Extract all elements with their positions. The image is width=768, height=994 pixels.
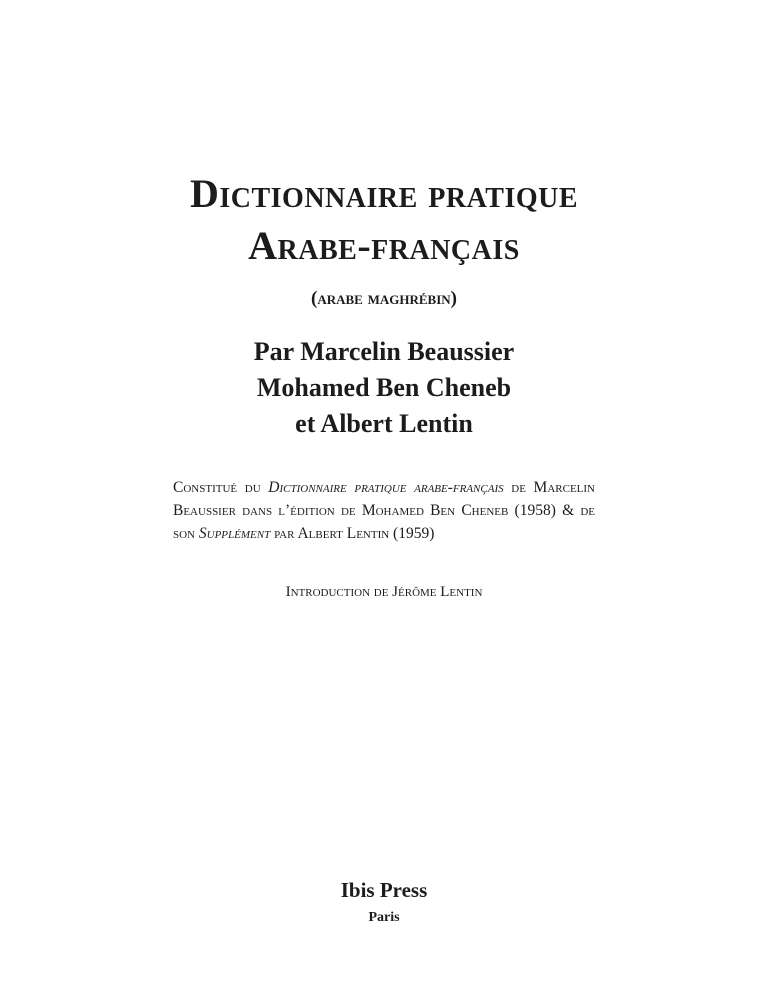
- description-text-3: Cheneb (1958) & de son: [173, 502, 596, 542]
- description-text-2: de Marcelin Beaussier dans l’édition de Mohamed Ben: [173, 479, 596, 519]
- edition-description: [173, 476, 595, 545]
- author-line-1: Par Marcelin Beaussier: [253, 337, 515, 366]
- introduction-credit: Introduction de Jérôme Lentin: [285, 584, 483, 600]
- book-title-line-1: Dictionnaire pratique: [189, 171, 579, 216]
- publisher-name: Ibis Press: [340, 878, 428, 902]
- book-title-line-2: Arabe-français: [248, 223, 520, 268]
- description-text-4: par Albert Lentin (1959): [270, 525, 435, 542]
- author-line-2: Mohamed Ben Cheneb: [256, 373, 512, 402]
- author-line-3: et Albert Lentin: [295, 409, 473, 438]
- publisher-city: Paris: [368, 910, 400, 925]
- description-supplement: Supplément: [198, 525, 271, 542]
- description-title: Dictionnaire pratique arabe-français: [268, 479, 504, 496]
- description-text-1: Constitué du: [173, 479, 269, 496]
- book-subtitle: (arabe maghrébin): [311, 288, 457, 309]
